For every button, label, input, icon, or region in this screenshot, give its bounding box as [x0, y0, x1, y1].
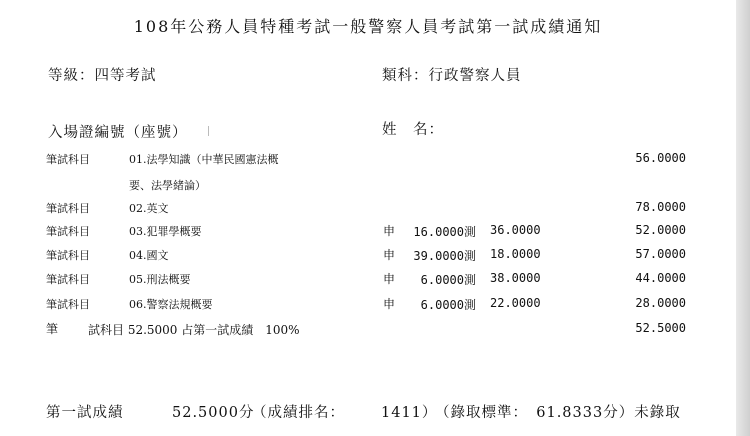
- category-label: 類科：行政警察人員: [382, 68, 522, 84]
- subject-name: 02.英文: [129, 202, 169, 215]
- subject-name: 03.犯罪學概要: [129, 225, 202, 238]
- first-stage-label: 第一試成績: [46, 405, 124, 421]
- notice-title: 108年公務人員特種考試一般警察人員考試第一試成績通知: [133, 17, 603, 36]
- admission-number-mark: [208, 126, 209, 136]
- rank-label: （成績排名：: [252, 405, 345, 421]
- first-stage-score: 52.5000分: [172, 405, 255, 421]
- subject-flag: 申: [383, 224, 396, 238]
- subject-part-score-1: 16.0000測: [413, 225, 476, 239]
- subject-row-label: 筆試科目: [46, 225, 90, 238]
- subject-name: 05.刑法概要: [129, 273, 191, 286]
- subject-part-score-1: 6.0000測: [420, 298, 476, 312]
- subject-part-score-2: 22.0000: [490, 296, 541, 310]
- summary-text: 試科目 52.5000 占第一試成績 100%: [88, 323, 300, 337]
- summary-score: 52.5000: [635, 321, 686, 335]
- subject-part-score-2: 18.0000: [490, 247, 541, 261]
- subject-row-label: 筆試科目: [46, 298, 90, 311]
- subject-flag: 申: [383, 272, 396, 286]
- subject-flag: 申: [383, 248, 396, 262]
- subject-score: 57.0000: [635, 247, 686, 261]
- page-edge-shadow: [736, 0, 750, 436]
- subject-part-score-1: 39.0000測: [413, 249, 476, 263]
- grade-label: 等級：四等考試: [48, 68, 157, 84]
- subject-name: 04.國文: [129, 249, 169, 262]
- subject-score: 28.0000: [635, 296, 686, 310]
- subject-flag: 申: [383, 297, 396, 311]
- name-label: 姓 名：: [382, 122, 444, 138]
- rank-value: 1411）: [381, 405, 438, 421]
- subject-part-score-1: 6.0000測: [420, 273, 476, 287]
- subject-score: 44.0000: [635, 271, 686, 285]
- admission-number-label: 入場證編號（座號）: [48, 125, 188, 141]
- subject-row-label: 筆試科目: [46, 153, 90, 166]
- subject-row-label: 筆試科目: [46, 249, 90, 262]
- admission-standard: （錄取標準： 61.8333分）未錄取: [435, 405, 681, 421]
- subject-score: 52.0000: [635, 223, 686, 237]
- subject-part-score-2: 36.0000: [490, 223, 541, 237]
- subject-score: 78.0000: [635, 200, 686, 214]
- subject-row-label: 筆試科目: [46, 202, 90, 215]
- subject-name-continued: 要、法學緒論）: [129, 179, 206, 192]
- subject-name: 06.警察法規概要: [129, 298, 213, 311]
- subject-name: 01.法學知識（中華民國憲法概: [129, 153, 279, 166]
- subject-score: 56.0000: [635, 151, 686, 165]
- summary-prefix: 筆: [46, 322, 59, 336]
- subject-row-label: 筆試科目: [46, 273, 90, 286]
- subject-part-score-2: 38.0000: [490, 271, 541, 285]
